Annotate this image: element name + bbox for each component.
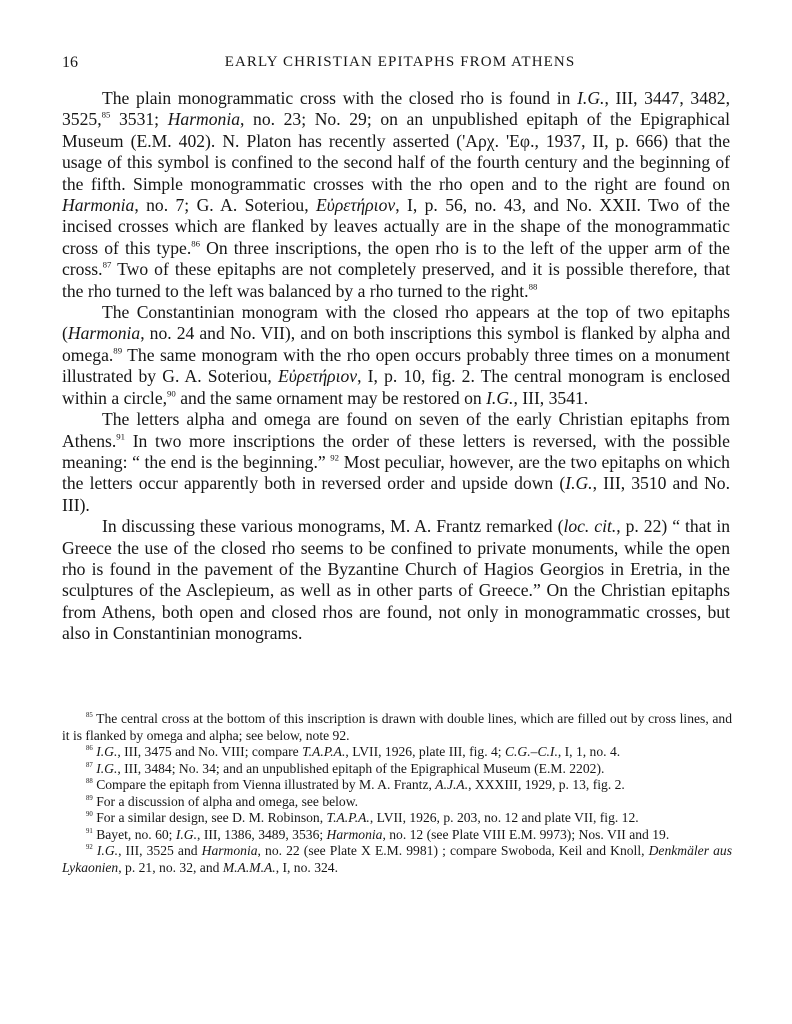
text-run: and the same ornament may be restored on [175,387,487,408]
text-run: The same monogram with the rho open occurs probably three times on a monument illustrated by G. A. Soteriou, [62,344,730,387]
italic-text: I.G. [96,843,119,858]
footnote-ref: 91 [86,827,93,835]
text-run: , LVII, 1926, p. 203, no. 12 and plate VII, fig. 12. [369,810,639,825]
text-run: , III, 3510 and No. III). [62,473,730,515]
italic-text: T.A.P.A. [326,810,370,825]
text-run: , III, 3447, 3482, 3525, [62,88,731,130]
footnote-ref: 89 [86,794,93,802]
footnote [62,761,732,778]
text-run: The plain monogrammatic cross with the closed rho is found in [102,88,578,108]
italic-text: M.A.M.A. [222,859,276,875]
italic-text: I.G. [175,826,198,842]
footnote-ref: 90 [86,811,93,819]
running-title: EARLY CHRISTIAN EPITAPHS FROM ATHENS [224,54,576,70]
text-run: Two of these epitaphs are not completely preserved, and it is possible therefore, that the rho turned to the left was balanced by a rho turned to the right. [62,259,730,301]
italic-text: Harmonia [201,843,258,858]
text-run: Bayet, no. 60; [92,826,176,842]
italic-text: T.A.P.A. [302,744,346,759]
text-run: , III, 3484; No. 34; and an unpublished epitaph of the Epigraphical Museum (E.M. 2202). [117,760,605,776]
text-run: Most peculiar, however, are the two epitaphs on which the letters occur apparently both in reversed order and upside down ( [62,451,730,494]
italic-text: I.G. [96,744,118,759]
footnote [62,744,732,761]
text-run: , I, 1, no. 4. [557,744,621,759]
footnote [62,777,732,794]
italic-text: Harmonia [62,195,135,216]
text-run: , p. 22) “ that in Greece the use of the closed rho seems to be confined to private monuments, while the open rho is found in the pavement of the Byzantine Church of Hagios Georgios in Eretria, in the sculptures of the Asclepieum, as well as in other parts of Greece.” On the Christian epitaphs from Athens, both open and closed rhos are found, not only in monogrammatic crosses, but also in Constantinian monograms. [62,516,731,644]
footnote-ref: 85 [86,712,93,720]
text-run: , no. 22 (see Plate X E.M. 9981) ; compare Swoboda, Keil and Knoll, [257,843,649,858]
footnote-ref: 88 [86,778,93,786]
text-run: , I, no. 324. [275,859,338,875]
paragraph [62,409,730,516]
italic-text: I.G. [96,760,118,776]
text-run: , III, 3541. [513,387,589,408]
text-run: , no. 23; No. 29; on an unpublished epitaph of the Epigraphical Museum (E.M. 402). N. Platon has recently asserted ('Αρχ. 'Εφ., 1937, II, p. 666) that the usage of this symbol is confined to the second half of the fourth century and the beginning of the fifth. Simple monogrammatic crosses with the rho open and to the right are found on [62,109,730,194]
text-run: , LVII, 1926, plate III, fig. 4; [345,744,505,759]
page-header [62,54,738,78]
text-run: For a similar design, see D. M. Robinson, [92,810,327,825]
body-text [62,88,730,645]
italic-text: C.G.–C.I. [504,744,558,759]
paragraph [62,516,730,644]
paragraph [62,302,730,409]
italic-text: Εὐρετήριον [277,366,358,387]
italic-text: Harmonia [167,109,241,130]
italic-text: Harmonia [67,323,141,344]
text-run: , XXXIII, 1929, p. 13, fig. 2. [468,777,625,792]
text-run: In two more inscriptions the order of these letters is reversed, with the possible meaning: “ the end is the beginning.” [62,430,730,472]
text-run: , I, p. 10, fig. 2. The central monogram is enclosed within a circle, [62,366,730,408]
text-run: , I, p. 56, no. 43, and No. XXII. Two of the incised crosses which are flanked by leaves actually are in the shape of the monogrammatic cross of this type. [62,195,730,258]
footnote-ref: 90 [167,388,176,399]
footnote-ref: 85 [101,109,111,120]
text-run: , III, 3475 and No. VIII; compare [117,744,303,759]
text-run: The Constantinian monogram with the closed rho appears at the top of two epitaphs ( [62,302,730,344]
footnote-ref: 88 [528,281,538,292]
text-run: , III, 1386, 3489, 3536; [197,826,327,842]
footnote-ref: 86 [86,745,93,753]
text-run: For a discussion of alpha and omega, see below. [92,793,359,809]
footnote-ref: 87 [102,259,112,270]
italic-text: I.G. [486,387,514,408]
text-run: , p. 21, no. 32, and [118,859,223,875]
paragraph [62,88,730,302]
footnote-ref: 86 [191,238,201,249]
footnote [62,843,732,876]
italic-text: Denkmäler aus Lykaonien [62,843,732,875]
footnote-ref: 89 [113,345,123,356]
text-run: The letters alpha and omega are found on seven of the early Christian epitaphs from Athens. [62,409,730,451]
page-number: 16 [62,54,78,71]
footnote [62,827,732,844]
footnote-ref: 92 [330,452,340,463]
text-run: , III, 3525 and [118,843,202,858]
italic-text: Harmonia [326,826,383,842]
italic-text: I.G. [565,473,593,494]
footnote-ref: 92 [86,844,93,852]
italic-text: A.J.A. [435,777,469,792]
footnote-ref: 91 [116,431,126,442]
text-run: The central cross at the bottom of this inscription is drawn with double lines, which are filled out by cross lines, and it is flanked by omega and alpha; see below, note 92. [62,711,732,743]
text-run: , no. 7; G. A. Soteriou, [134,195,317,216]
text-run: 3531; [110,109,168,130]
footnotes [62,711,732,876]
footnote [62,711,732,744]
text-run: In discussing these various monograms, M. A. Frantz remarked ( [102,516,564,537]
text-run: , no. 12 (see Plate VIII E.M. 9973); Nos. VII and 19. [382,826,670,842]
italic-text: Εὐρετήριον [316,195,396,216]
italic-text: loc. cit. [563,516,617,537]
text-run: Compare the epitaph from Vienna illustrated by M. A. Frantz, [92,777,436,792]
footnote [62,794,732,811]
text-run: On three inscriptions, the open rho is to the left of the upper arm of the cross. [62,237,730,280]
footnote [62,810,732,827]
text-run: , no. 24 and No. VII), and on both inscriptions this symbol is flanked by alpha and omega. [62,323,730,365]
footnote-ref: 87 [86,761,93,769]
italic-text: I.G. [577,88,605,108]
